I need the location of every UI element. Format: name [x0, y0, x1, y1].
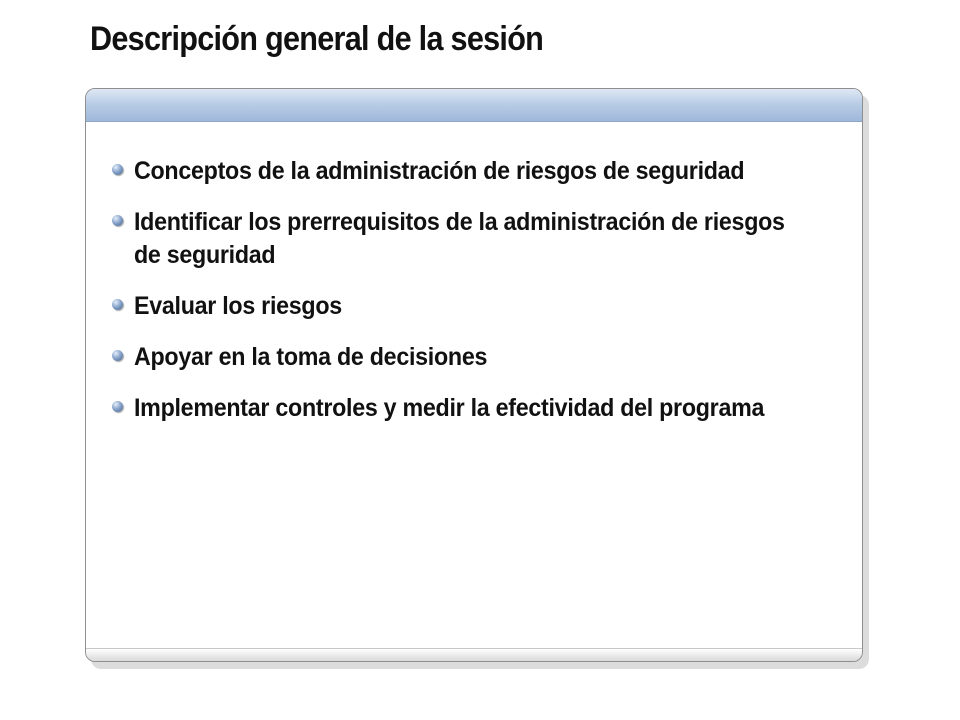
bullet-item — [112, 392, 812, 425]
content-panel-bottom-edge — [86, 648, 862, 661]
bullet-item — [112, 155, 812, 188]
bullet-text: Conceptos de la administración de riesgos de seguridad — [134, 157, 745, 185]
sphere-bullet-icon — [112, 350, 123, 361]
bullet-list — [112, 155, 812, 443]
bullet-item — [112, 206, 812, 272]
bullet-item — [112, 290, 812, 323]
sphere-bullet-icon — [112, 401, 123, 412]
bullet-text: Apoyar en la toma de decisiones — [134, 343, 488, 371]
sphere-bullet-icon — [112, 164, 123, 175]
slide-title: Descripción general de la sesión — [90, 20, 544, 58]
bullet-text: Implementar controles y medir la efectividad del programa — [134, 394, 765, 422]
sphere-bullet-icon — [112, 299, 123, 310]
content-panel-header-band — [86, 89, 862, 122]
bullet-item — [112, 341, 812, 374]
sphere-bullet-icon — [112, 215, 123, 226]
bullet-text: Identificar los prerrequisitos de la administración de riesgos de seguridad — [134, 208, 785, 269]
bullet-text: Evaluar los riesgos — [134, 292, 342, 320]
